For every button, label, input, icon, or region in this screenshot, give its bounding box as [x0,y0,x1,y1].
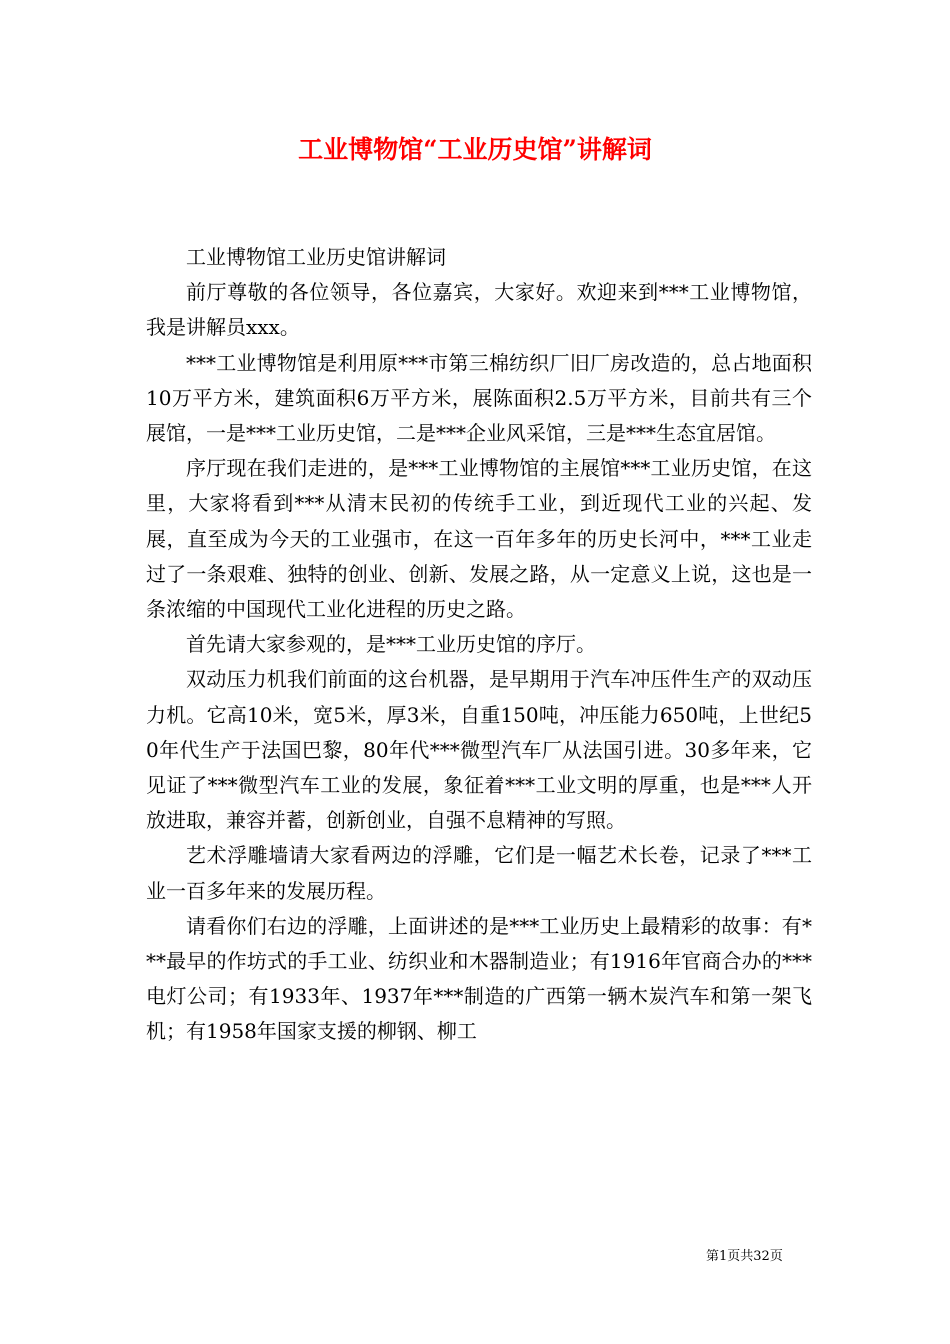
page-number: 第1页共32页 [706,1249,783,1264]
paragraph-subtitle: 工业博物馆工业历史馆讲解词 [186,245,446,269]
paragraph-preface-hall: 序厅现在我们走进的，是***工业博物馆的主展馆***工业历史馆，在这里，大家将看到***从清末民初的传统手工业，到近现代工业的兴起、发展，直至成为今天的工业强市，在这一百年多年的历史长河中，***工业走过了一条艰难、独特的创业、创新、发展之路，从一定意义上说，这也是一条浓缩的中国现代工业化进程的历史之路。 [146,456,812,622]
paragraph-press-machine: 双动压力机我们前面的这台机器，是早期用于汽车冲压件生产的双动压力机。它高10米，宽5米，厚3米，自重150吨，冲压能力650吨，上世纪50年代生产于法国巴黎，80年代***微型汽车厂从法国引进。30多年来，它见证了***微型汽车工业的发展，象征着***工业文明的厚重，也是***人开放进取，兼容并蓄，创新创业，自强不息精神的写照。 [146,667,812,833]
paragraph-right-relief: 请看你们右边的浮雕，上面讲述的是***工业历史上最精彩的故事：有***最早的作坊式的手工业、纺织业和木器制造业；有1916年官商合办的***电灯公司；有1933年、1937年***制造的广西第一辆木炭汽车和第一架飞机；有1958年国家支援的柳钢、柳工 [146,913,812,1044]
paragraph-relief-wall: 艺术浮雕墙请大家看两边的浮雕，它们是一幅艺术长卷，记录了***工业一百多年来的发展历程。 [146,843,812,903]
document-body [146,240,812,1050]
paragraph-welcome: 前厅尊敬的各位领导，各位嘉宾，大家好。欢迎来到***工业博物馆，我是讲解员xxx。 [146,280,812,340]
paragraph-visit-start: 首先请大家参观的，是***工业历史馆的序厅。 [186,632,596,657]
document-title: 工业博物馆“工业历史馆”讲解词 [298,135,652,164]
paragraph-overview: ***工业博物馆是利用原***市第三棉纺织厂旧厂房改造的，总占地面积10万平方米，建筑面积6万平方米，展陈面积2.5万平方米，目前共有三个展馆，一是***工业历史馆，二是***企业风采馆，三是***生态宜居馆。 [146,350,812,446]
